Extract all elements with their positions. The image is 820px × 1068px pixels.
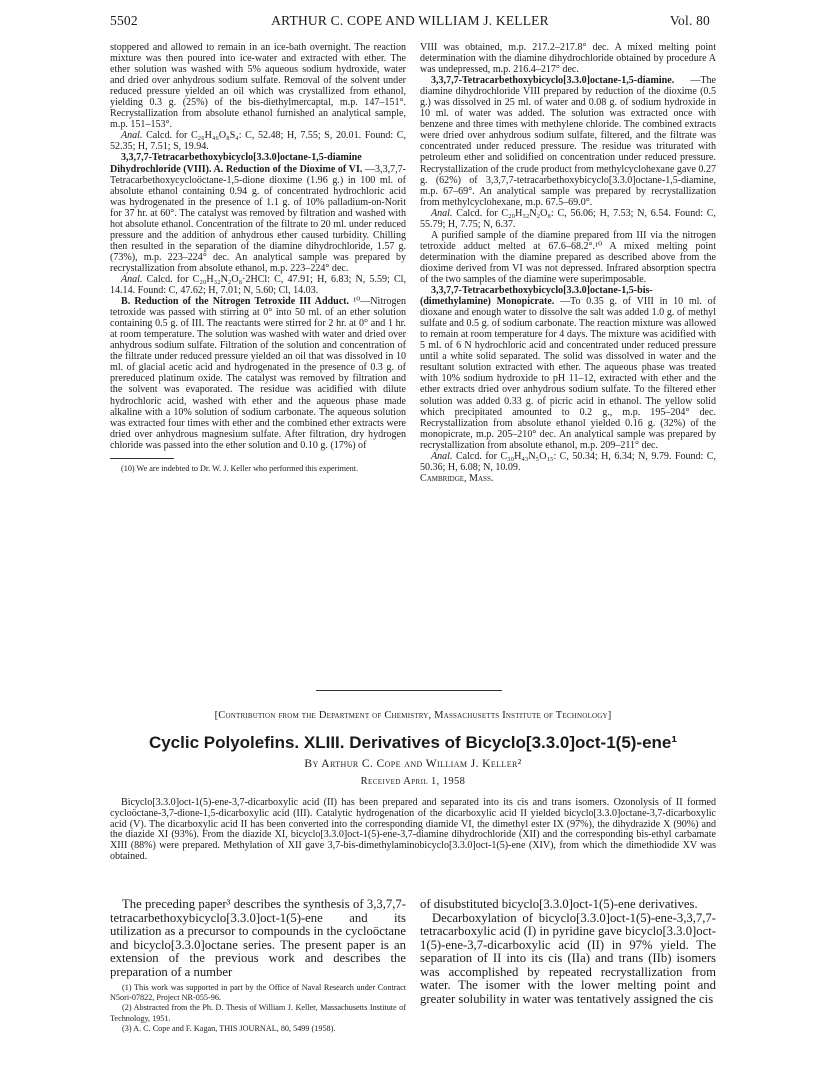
paragraph: stoppered and allowed to remain in an ice-bath overnight. The reaction mixture was then poured into ice-water and extracted with ether. The ether solution was washed with 5% aqueous sodium hydroxide, water and dried over anhydrous sodium sulfate. Removal of the solvent under reduced pressure yielded an oil which was crystallized from ethanol, yielding 0.3 g. (25%) of the bis-diethylmercaptal, m.p. 147–151°. Recrystallization from absolute ethanol furnished an analytical sample, m.p. 151–153°.	[110, 42, 406, 131]
experimental-paragraph	[110, 296, 406, 451]
article-title: Cyclic Polyolefins. XLIII. Derivatives of Bicyclo[3.3.0]oct-1(5)-ene¹	[148, 733, 678, 752]
analysis-values: Calcd. for C₂₀H₃₂N₂O₈·2HCl: C, 47.91; H, 6.83; N, 5.59; Cl, 14.14. Found: C, 47.62; H, 7.01; N, 5.60; Cl, 14.03.	[110, 273, 406, 297]
analysis-paragraph	[420, 208, 716, 230]
experimental-paragraph	[420, 285, 716, 451]
paragraph: A purified sample of the diamine prepared from III via the nitrogen tetroxide adduct melted at 67.6–68.2°.¹⁰ A mixed melting point determination with the diamine prepared as described above from the dioxime derived from VI was not depressed. Infrared absorption spectra of the two samples of the diamine were superimposable.	[420, 229, 716, 285]
section-heading: 3,3,7,7-Tetracarbethoxybicyclo[3.3.0]octane-1,5-diamine.	[431, 75, 675, 87]
page-number: 5502	[110, 13, 138, 28]
analysis-paragraph	[110, 130, 406, 152]
paragraph-text: —3,3,7,7-Tetracarbethoxycycloöctane-1,5-dione dioxime (1.96 g.) in 100 ml. of absolute ethanol containing 0.94 g. of concentrated hydrochloric acid was hydrogenated in the presence of 1.1 g. of 10% palladium-on-Norit for 37 hr. at 60°. The catalyst was removed by filtration and washed with hot absolute ethanol. Concentration of the filtrate to 20 ml. under reduced pressure and the addition of anhydrous ether caused turbidity. Chilling then resulted in the separation of the diamine dihydrochloride, 1.57 g. (73%), m.p. 223–224° dec. An analytical sample was prepared by recrystallization from absolute ethanol, m.p. 223–224° dec.	[110, 163, 407, 274]
footnote: (3) A. C. Cope and F. Kagan, THIS JOURNAL, 80, 5499 (1958).	[122, 1023, 336, 1033]
section-heading: 3,3,7,7-Tetracarbethoxybicyclo[3.3.0]octane-1,5-diamine Dihydrochloride (VIII). A. Reduction of the Dioxime of VI.	[110, 152, 363, 175]
paragraph-text: —To 0.35 g. of VIII in 10 ml. of dioxane and enough water to dissolve the salt was added 1.0 g. of methyl sulfate and 0.5 g. of sodium carbonate. The reaction mixture was allowed to remain at room temperature for 4 days. The mixture was acidified with 5 ml. of 6 N hydrochloric acid and concentrated under reduced pressure until a white solid separated. The solid was dissolved in water and the resultant solution extracted with ether. The aqueous phase was treated with 10% sodium hydroxide to pH 11–12, extracted with ether and the ether extracts dried over anhydrous sodium sulfate. To the filtered ether solution was added 0.33 g. of picric acid in ethanol. The yellow solid which precipitated amounted to 0.2 g., m.p. 195–204° dec. Recrystallization from absolute ethanol yielded 0.16 g. (32%) of the monopicrate, m.p. 205–210° dec. An analytical sample was prepared by recrystallization from absolute ethanol, m.p. 209–211° dec.	[420, 296, 717, 451]
running-title: ARTHUR C. COPE AND WILLIAM J. KELLER	[271, 13, 549, 28]
anal-label: Anal.	[431, 450, 453, 462]
contribution-line: [Contribution from the Department of Chemistry, Massachusetts Institute of Technology]	[214, 710, 612, 721]
analysis-values: Calcd. for C₂₀H₃₂N₂O₈: C, 56.06; H, 7.53; N, 6.54. Found: C, 55.79; H, 7.75; N, 6.37.	[420, 207, 717, 230]
anal-label: Anal.	[121, 130, 143, 142]
section-heading: B. Reduction of the Nitrogen Tetroxide III Adduct.	[121, 296, 350, 308]
body-right-column	[420, 898, 716, 1006]
analysis-values: Calcd. for C₂₆H₄₆O₈S₄: C, 52.48; H, 7.55; S, 20.01. Found: C, 52.35; H, 7.51; S, 19.94.	[110, 130, 406, 153]
byline: By Arthur C. Cope and William J. Keller²	[304, 758, 522, 770]
received-date: Received April 1, 1958	[360, 776, 466, 787]
article-separator-rule	[316, 690, 502, 691]
footnote-rule	[110, 458, 174, 459]
place-line: Cambridge, Mass.	[420, 472, 494, 484]
footnote: (2) Abstracted from the Ph. D. Thesis of William J. Keller, Massachusetts Institute of Technology, 1951.	[110, 1003, 406, 1023]
anal-label: Anal.	[121, 273, 143, 285]
top-right-column	[420, 42, 716, 484]
paragraph-text: ¹⁰—Nitrogen tetroxide was passed with stirring at 0° into 50 ml. of an ether solution containing 0.5 g. of III. The reactants were stirred for 2 hr. at 0° and 1 hr. at room temperature. The solution was washed with water and dried over anhydrous sodium sulfate. Filtration of the solution and concentration of the filtrate under reduced pressure yielded an oil that was dissolved in 10 ml. of glacial acetic acid and hydrogenated in the presence of 0.3 g. of prereduced platinum oxide. The catalyst was removed by filtration and the solvent was evaporated. The residue was acidified with dilute hydrochloric acid, washed with ether and the aqueous phase made alkaline with a 10% solution of sodium carbonate. The aqueous solution was extracted four times with ether and the combined ether extracts were dried over anhydrous magnesium sulfate. After filtration, dry hydrogen chloride was passed into the ether solution and 0.10 g. (17%) of	[110, 296, 407, 451]
body-paragraph: Decarboxylation of bicyclo[3.3.0]oct-1(5)-ene-3,3,7,7-tetracarboxylic acid (I) in pyridine gave bicyclo[3.3.0]oct-1(5)-ene-3,7-dicarboxylic acid (II) in 97% yield. The separation of II into its cis (IIa) and trans (IIb) isomers was accomplished by repeated recrystallization from water. The isomer with the lower melting point and greater solubility in water was tentatively assigned the cis	[420, 910, 716, 1006]
running-header	[110, 13, 710, 29]
experimental-paragraph	[110, 152, 406, 274]
footnotes	[110, 983, 406, 1034]
analysis-paragraph	[110, 274, 406, 296]
experimental-paragraph	[420, 75, 716, 208]
paragraph: VIII was obtained, m.p. 217.2–217.8° dec. A mixed melting point determination with the diamine dihydrochloride obtained by procedure A was undepressed, m.p. 216.4–217° dec.	[420, 42, 716, 76]
body-left-column	[110, 898, 406, 1034]
analysis-paragraph	[420, 451, 716, 473]
volume-label: Vol. 80	[669, 13, 710, 28]
body-paragraph: The preceding paper³ describes the synthesis of 3,3,7,7-tetracarbethoxybicyclo[3.3.0]oct-1(5)-ene and its utilization as a precursor to compounds in the cycloöctane and bicyclo[3.3.0]octane series. The present paper is an extension of the previous work and describes the preparation of a number	[110, 897, 406, 979]
footnote: (1) This work was supported in part by the Office of Naval Research under Contract N5ori-07822, Project NR-055-96.	[110, 983, 406, 1003]
top-left-column	[110, 42, 406, 474]
footnote: (10) We are indebted to Dr. W. J. Keller who performed this experiment.	[121, 463, 359, 473]
analysis-values: Calcd. for C₃₀H₄₃N₅O₁₅: C, 50.34; H, 6.34; N, 9.79. Found: C, 50.36; H, 6.08; N, 10.09.	[420, 450, 716, 473]
abstract: Bicyclo[3.3.0]oct-1(5)-ene-3,7-dicarboxylic acid (II) has been prepared and separated into its cis and trans isomers. Ozonolysis of II formed cycloöctane-3,7-dione-1,5-dicarboxylic acid (III). Catalytic hydrogenation of the dicarboxylic acid II yielded bicyclo[3.3.0]octane-3,7-dicarboxylic acid (V). The dicarboxylic acid II has been converted into the corresponding diamide VI, the dimethyl ester IX (97%), the dihydrazide X (90%) and the diazide XI (93%). From the diazide XI, bicyclo[3.3.0]oct-1(5)-ene-3,7-diamine dihydrochloride (XII) and the corresponding bis-ethyl carbamate XIII (88%) were prepared. Methylation of XII gave 3,7-bis-dimethylaminobicyclo[3.3.0]oct-1(5)-ene (XIV), from which the dimethiodide XV was obtained.	[110, 797, 716, 862]
anal-label: Anal.	[431, 207, 453, 219]
paragraph-text: —The diamine dihydrochloride VIII prepared by reduction of the dioxime (0.5 g.) was dissolved in 25 ml. of water and 0.08 g. of sodium hydroxide in 10 ml. of water was added. The solution was extracted once with benzene and three times with methylene chloride. The combined extracts were dried over anhydrous sodium sulfate, filtered, and the filtrate was concentrated under reduced pressure. The residue was triturated with petroleum ether and solidified on concentration under reduced pressure. Recrystallization of the crude product from methylcyclohexane gave 0.27 g. (62%) of 3,3,7,7-tetracarbethoxybicyclo[3.3.0]octane-1,5-diamine, m.p. 67–69°. An analytical sample was prepared by recrystallization from methylcyclohexane, m.p. 67.5–69.0°.	[420, 75, 716, 208]
section-heading: 3,3,7,7-Tetracarbethoxybicyclo[3.3.0]octane-1,5-bis-(dimethylamine) Monopicrate.	[420, 285, 653, 308]
body-paragraph: of disubstituted bicyclo[3.3.0]oct-1(5)-ene derivatives.	[420, 897, 698, 911]
